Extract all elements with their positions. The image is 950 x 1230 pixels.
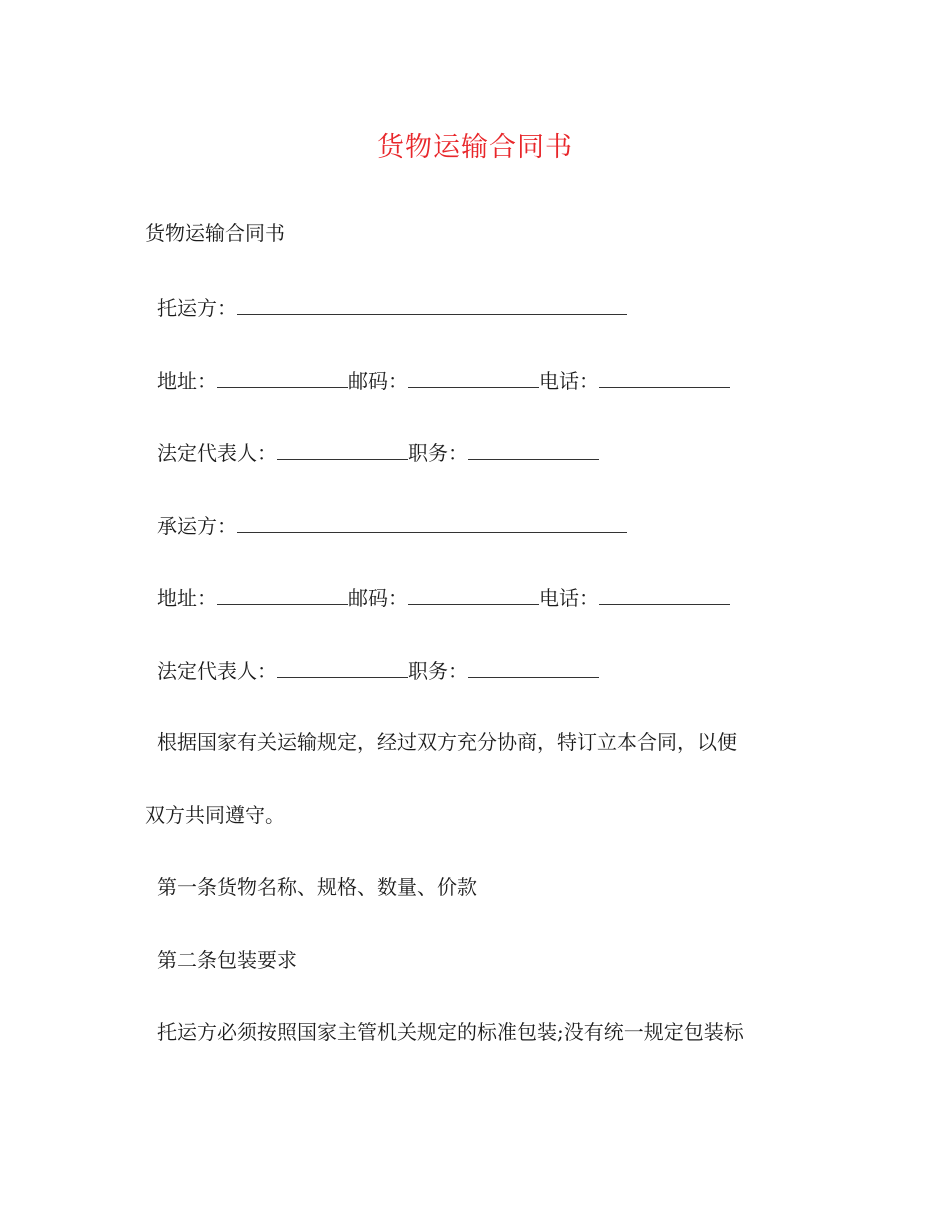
carrier-position-blank — [468, 655, 599, 678]
shipper-label: 托运方： — [157, 296, 237, 320]
carrier-row — [157, 510, 627, 541]
shipper-address-blank — [217, 365, 348, 388]
shipper-legal-rep-label: 法定代表人： — [157, 441, 277, 465]
carrier-postcode-blank — [408, 582, 539, 605]
shipper-name-blank — [237, 292, 627, 315]
shipper-row — [157, 292, 627, 323]
carrier-legal-rep-label: 法定代表人： — [157, 659, 277, 683]
shipper-rep-row — [157, 437, 599, 468]
carrier-address-label: 地址： — [157, 586, 217, 610]
shipper-legal-rep-blank — [277, 437, 408, 460]
document-subtitle: 货物运输合同书 — [145, 221, 285, 245]
shipper-phone-label: 电话： — [539, 369, 599, 393]
article-1-heading: 第一条货物名称、规格、数量、价款 — [157, 875, 477, 899]
carrier-contact-row — [157, 582, 730, 613]
carrier-name-blank — [237, 510, 627, 533]
carrier-position-label: 职务： — [408, 659, 468, 683]
article-2-heading: 第二条包装要求 — [157, 948, 297, 972]
carrier-address-blank — [217, 582, 348, 605]
shipper-phone-blank — [599, 365, 730, 388]
carrier-postcode-label: 邮码： — [348, 586, 408, 610]
preamble-line-2: 双方共同遵守。 — [145, 803, 285, 827]
shipper-position-label: 职务： — [408, 441, 468, 465]
carrier-rep-row — [157, 655, 599, 686]
shipper-address-label: 地址： — [157, 369, 217, 393]
carrier-label: 承运方： — [157, 514, 237, 538]
shipper-postcode-blank — [408, 365, 539, 388]
shipper-contact-row — [157, 365, 730, 396]
carrier-legal-rep-blank — [277, 655, 408, 678]
carrier-phone-label: 电话： — [539, 586, 599, 610]
carrier-phone-blank — [599, 582, 730, 605]
shipper-postcode-label: 邮码： — [348, 369, 408, 393]
shipper-position-blank — [468, 437, 599, 460]
preamble-line-1: 根据国家有关运输规定，经过双方充分协商，特订立本合同，以便 — [157, 730, 737, 754]
page-title: 货物运输合同书 — [377, 132, 573, 163]
article-2-text: 托运方必须按照国家主管机关规定的标准包装;没有统一规定包装标 — [157, 1020, 744, 1044]
